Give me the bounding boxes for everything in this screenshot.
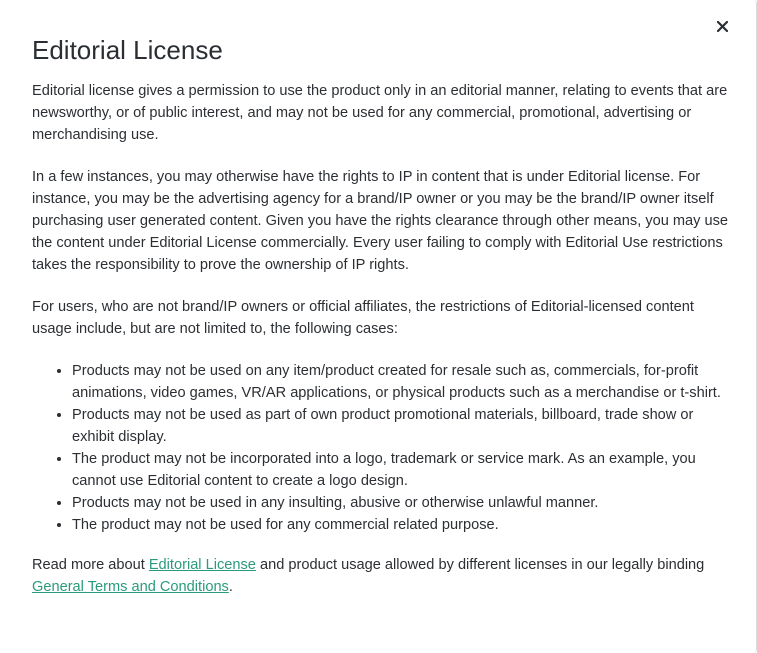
rights-paragraph: In a few instances, you may otherwise have the rights to IP in content that is under Editorial license. For instance, you may be the advertising agency for a brand/IP owner or you may be the brand/IP owner itself purchasing user generated content. Given you have the rights clearance through other means, you may use the content under Editorial License commercially. Every user failing to comply with Editorial Use restrictions takes the responsibility to prove the ownership of IP rights.	[32, 169, 729, 273]
close-button[interactable]	[710, 14, 734, 38]
list-item: • The product may not be used for any commercial related purpose.	[72, 514, 732, 536]
intro-paragraph: Editorial license gives a permission to use the product only in an editorial manner, relating to events that are newsworthy, or of public interest, and may not be used for any commercial, promotional, advertising or merchandising use.	[32, 83, 728, 143]
footer-paragraph	[32, 554, 732, 598]
close-icon	[717, 21, 728, 32]
footer-text-before: Read more about	[32, 557, 149, 573]
list-item: • The product may not be incorporated into a logo, trademark or service mark. As an example, you cannot use Editorial content to create a logo design.	[72, 448, 732, 492]
footer-text-after: .	[228, 579, 233, 595]
list-item: • Products may not be used as part of own product promotional materials, billboard, trade show or exhibit display.	[72, 404, 732, 448]
modal-body	[32, 80, 732, 618]
modal-title: Editorial License	[32, 35, 223, 65]
restrictions-intro-paragraph: For users, who are not brand/IP owners or official affiliates, the restrictions of Editorial-licensed content usage include, but are not limited to, the following cases:	[32, 299, 694, 337]
general-terms-link[interactable]: General Terms and Conditions	[32, 579, 229, 595]
list-item: • Products may not be used on any item/product created for resale such as, commercials, for-profit animations, video games, VR/AR applications, or physical products such as a merchandise or t-shirt.	[72, 360, 732, 404]
editorial-license-link[interactable]: Editorial License	[148, 557, 256, 573]
restrictions-list	[32, 360, 732, 536]
footer-text-middle: and product usage allowed by different licenses in our legally binding	[255, 557, 705, 573]
list-item: • Products may not be used in any insulting, abusive or otherwise unlawful manner.	[72, 492, 732, 514]
